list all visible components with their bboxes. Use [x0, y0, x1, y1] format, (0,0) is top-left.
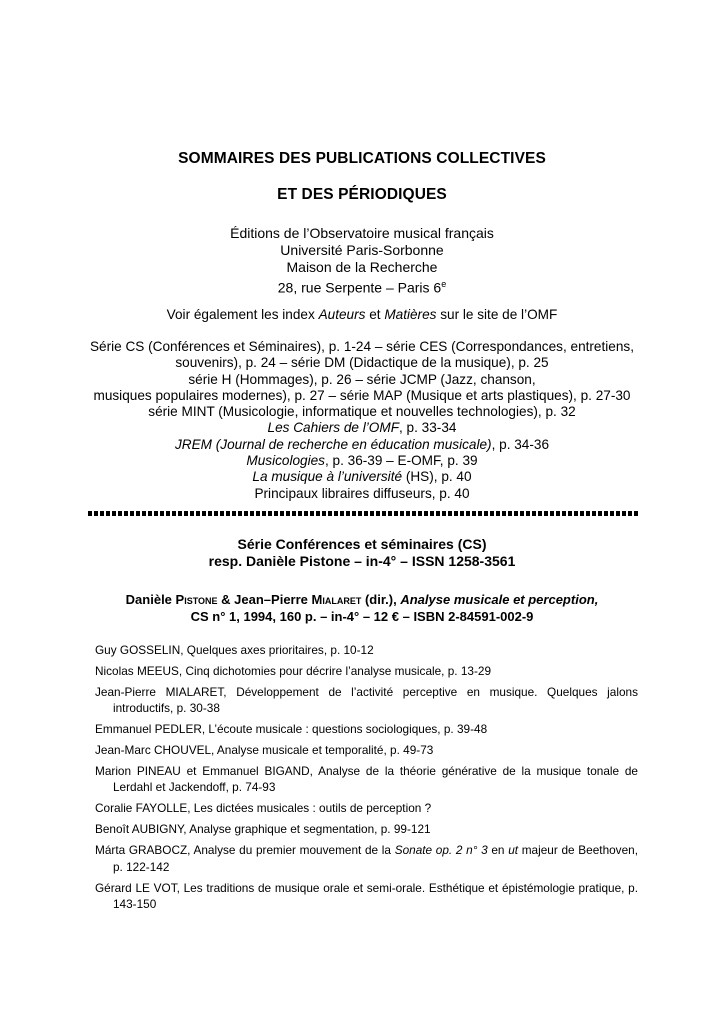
list-item: Gérard LE VOT, Les traditions de musique orale et semi-orale. Esthétique et épistémologie pratique, p. 143-150: [95, 880, 638, 912]
auteurs-index-link: Auteurs: [318, 307, 366, 322]
toc-line: Musicologies, p. 36-39 – E-OMF, p. 39: [246, 453, 478, 469]
page-title-line2: ET DES PÉRIODIQUES: [277, 186, 447, 203]
matieres-index-link: Matières: [384, 307, 437, 322]
toc-line: Série CS (Conférences et Séminaires), p. 1-24 – série CES (Correspondances, entretiens,: [89, 339, 634, 354]
toc-line: Principaux libraires diffuseurs, p. 40: [254, 485, 470, 501]
toc-line: La musique à l’université (HS), p. 40: [252, 469, 472, 485]
university-name: Université Paris-Sorbonne: [280, 242, 444, 258]
index-note: Voir également les index Auteurs et Matières sur le site de l’OMF: [166, 307, 558, 322]
list-item: Jean-Marc CHOUVEL, Analyse musicale et temporalité, p. 49-73: [95, 743, 434, 758]
toc-line: musiques populaires modernes), p. 27 – série MAP (Musique et arts plastiques), p. 27-30: [93, 387, 631, 403]
toc-line: série H (Hommages), p. 26 – série JCMP (Jazz, chanson,: [188, 371, 536, 387]
list-item: Marion PINEAU et Emmanuel BIGAND, Analyse de la théorie générative de la musique tonale de Lerdahl et Jackendoff, p. 74-93: [95, 763, 638, 795]
publisher-name: Éditions de l’Observatoire musical français: [230, 225, 494, 241]
toc-line: JREM (Journal de recherche en éducation musicale), p. 34-36: [174, 436, 550, 452]
list-item: Benoît AUBIGNY, Analyse graphique et segmentation, p. 99-121: [95, 822, 431, 837]
contents-list: [95, 642, 638, 917]
list-item: Guy GOSSELIN, Quelques axes prioritaires, p. 10-12: [95, 643, 374, 657]
book-reference: Danièle Pistone & Jean–Pierre Mialaret (dir.), Analyse musicale et perception,: [125, 592, 599, 607]
section-subheading: resp. Danièle Pistone – in-4° – ISSN 1258-3561: [208, 553, 516, 569]
book-title: Analyse musicale et perception,: [400, 592, 599, 607]
section-heading: Série Conférences et séminaires (CS): [237, 536, 487, 552]
list-item: Jean-Pierre MIALARET, Développement de l’activité perceptive en musique. Quelques jalons introductifs, p. 30-38: [95, 684, 638, 716]
street-address: 28, rue Serpente – Paris 6e: [277, 279, 447, 296]
publisher-address: [60, 225, 664, 297]
list-item: Emmanuel PEDLER, L’écoute musicale : questions sociologiques, p. 39-48: [95, 722, 488, 737]
series-table-of-contents: [60, 339, 664, 502]
toc-line: souvenirs), p. 24 – série DM (Didactique de la musique), p. 25: [175, 355, 549, 371]
dotted-divider: [88, 511, 638, 516]
list-item: Márta GRABOCZ, Analyse du premier mouvement de la Sonate op. 2 n° 3 en ut majeur de Beethoven, p. 122-142: [95, 843, 638, 874]
toc-line: Les Cahiers de l’OMF, p. 33-34: [267, 420, 457, 436]
toc-line: série MINT (Musicologie, informatique et nouvelles technologies), p. 32: [148, 404, 576, 420]
book-details: CS n° 1, 1994, 160 p. – in-4° – 12 € – ISBN 2-84591-002-9: [190, 609, 534, 624]
building-name: Maison de la Recherche: [286, 259, 438, 275]
list-item: Coralie FAYOLLE, Les dictées musicales : outils de perception ?: [95, 801, 432, 816]
list-item: Nicolas MEEUS, Cinq dichotomies pour décrire l’analyse musicale, p. 13-29: [95, 663, 492, 678]
page-title-line1: SOMMAIRES DES PUBLICATIONS COLLECTIVES: [178, 150, 546, 167]
